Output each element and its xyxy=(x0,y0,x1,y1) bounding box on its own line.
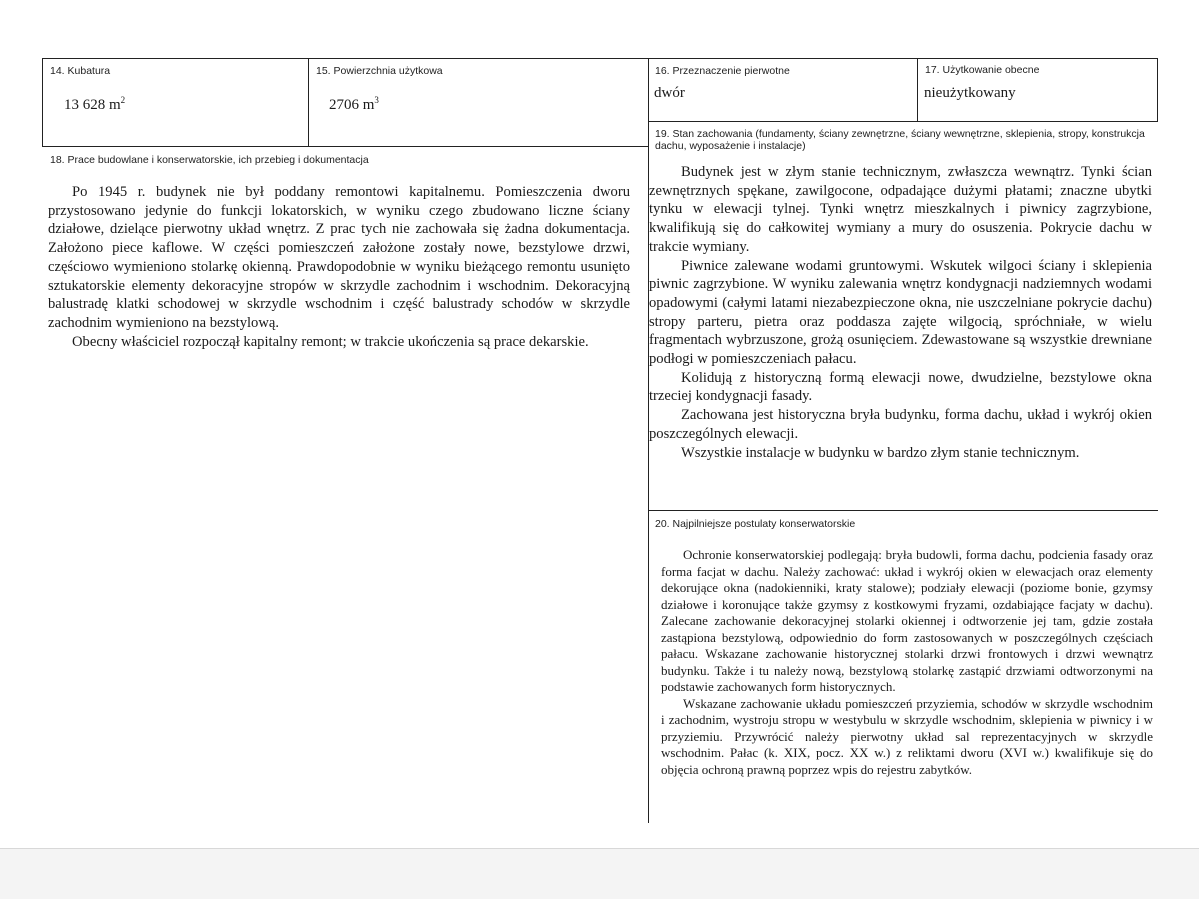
divider-19-20 xyxy=(648,510,1158,511)
stan-paragraph: Zachowana jest historyczna bryła budynku, forma dachu, układ i wykrój okien poszczególnych elewacji. xyxy=(649,407,1152,442)
top-border xyxy=(42,58,1158,59)
przeznaczenie-label: 16. Przeznaczenie pierwotne xyxy=(655,65,790,77)
postulaty-paragraph: Ochronie konserwatorskiej podlegają: bryła budowli, forma dachu, podcienia fasady oraz forma facjat w dachu. Należy zachować: układ i wykrój okien w elewacjach oraz elementy dekorujące okna (nadokienniki, kraty stalowe); podziały elewacji (poziome bonie, gzymsy działowe i koronujące także gzymsy z kostkowymi fryzami, ozdabiające facjaty w dachu). Zalecane zachowanie dekoracyjnej stolarki okiennej i odtworzenie jej tam, gdzie została zastąpiona bezstylową, odpowiednio do form zastosowanych w poszczególnych częściach pałacu. Wskazane zachowanie historycznej stolarki drzwi frontowych i drzwi wewnątrz budynku. Także i tu należy nową, bezstylową stolarkę zastąpić drzwiami odtworzonymi na podstawie zachowanych form historycznych. xyxy=(661,547,1153,694)
right-border-top xyxy=(1157,58,1158,121)
prace-paragraph: Po 1945 r. budynek nie był poddany remontowi kapitalnemu. Pomieszczenia dworu przystosowano jedynie do funkcji lokatorskich, w wyniku czego zbudowano liczne ściany działowe, dzielące pierwotny układ wnętrz. Z prac tych nie zachowała się żadna dokumentacja. Założono piece kaflowe. W części pomieszczeń założone zostały nowe, bezstylowe drzwi, częściowo wymieniono stolarkę okienną. Prawdopodobnie w wyniku bieżącego remontu usunięto sztukatorskie elementy dekoracyjne stropów w skrzydle zachodnim i wschodnim. Dekoracyjną balustradę klatki schodowej w skrzydle wschodnim i część balustrady schodów w skrzydle zachodnim wymieniono na bezstylową. xyxy=(48,184,630,331)
stan-paragraph: Piwnice zalewane wodami gruntowymi. Wskutek wilgoci ściany i sklepienia piwnic zagrzybione. W wyniku zalewania wnętrz kondygnacji nadziemnych wodami opadowymi (całymi latami niezabezpieczone okna, nie uszczelniane pokrycie dachu) stropy parteru, pietra oraz poddasza zajęte wilgocią, spróchniałe, w wielu fragmentach wybrzuszone, grożą osunięciem. Zdewastowane są wszystkie drewniane podłogi w pomieszczeniach pałacu. xyxy=(649,257,1152,368)
postulaty-paragraph: Wskazane zachowanie układu pomieszczeń przyziemia, schodów w skrzydle wschodnim i zachodnim, wystroju stropu w westybulu w skrzydle wschodnim, sklepienia w piwnicy i w przyziemiu. Przywrócić należy pierwotny układ sal reprezentacyjnych w skrzydle wschodnim. Pałac (k. XIX, pocz. XX w.) z reliktami dworu (XVI w.) kwalifikuje się do objęcia ochroną prawną poprzez wpis do rejestru zabytków. xyxy=(661,695,1153,777)
prace-text xyxy=(48,183,630,351)
stan-zachowania-text xyxy=(649,163,1152,462)
przeznaczenie-value: dwór xyxy=(654,85,685,101)
left-border xyxy=(42,58,43,147)
prace-paragraph: Obecny właściciel rozpoczął kapitalny remont; w trakcie ukończenia są prace dekarskie. xyxy=(72,333,589,350)
kubatura-value: 13 628 $m^2$ xyxy=(64,95,126,113)
powierzchnia-exponent: 3 xyxy=(374,95,379,105)
stan-zachowania-label: 19. Stan zachowania (fundamenty, ściany zewnętrzne, ściany wewnętrzne, sklepienia, stropy, konstrukcja dachu, wyposażenie i instalacje) xyxy=(655,128,1145,152)
prace-label: 18. Prace budowlane i konserwatorskie, ich przebieg i dokumentacja xyxy=(50,154,369,166)
stan-paragraph: Wszystkie instalacje w budynku w bardzo złym stanie technicznym. xyxy=(681,444,1080,461)
divider-row1 xyxy=(42,146,648,147)
kubatura-label: 14. Kubatura xyxy=(50,65,111,77)
powierzchnia-value: 2706 $m^3$ xyxy=(329,95,379,113)
powierzchnia-label: 15. Powierzchnia użytkowa xyxy=(316,65,443,77)
postulaty-text xyxy=(661,547,1153,778)
stan-paragraph: Kolidują z historyczną formą elewacji nowe, dwudzielne, bezstylowe okna trzeciej kondygnacji fasady. xyxy=(649,369,1152,405)
stan-paragraph: Budynek jest w złym stanie technicznym, zwłaszcza wewnątrz. Tynki ścian zewnętrznych spękane, zawilgocone, odpadające dużymi płatami; znaczne ubytki tynku w elewacji tylnej. Tynki wnętrz mieszkalnych i piwnicy zagrzybione, kwalifikują się do całkowitej wymiany a mury do osuszenia. Pokrycie dachu w trakcie wymiany. xyxy=(649,164,1152,255)
uzytkowanie-value: nieużytkowany xyxy=(924,85,1016,101)
postulaty-label: 20. Najpilniejsze postulaty konserwatorskie xyxy=(655,518,856,530)
uzytkowanie-label: 17. Użytkowanie obecne xyxy=(925,64,1040,76)
divider-16-17 xyxy=(917,58,918,121)
divider-16-19 xyxy=(648,121,1158,122)
scan-bottom-margin xyxy=(0,848,1199,899)
divider-14-15 xyxy=(308,58,309,147)
kubatura-exponent: 2 xyxy=(120,95,126,105)
